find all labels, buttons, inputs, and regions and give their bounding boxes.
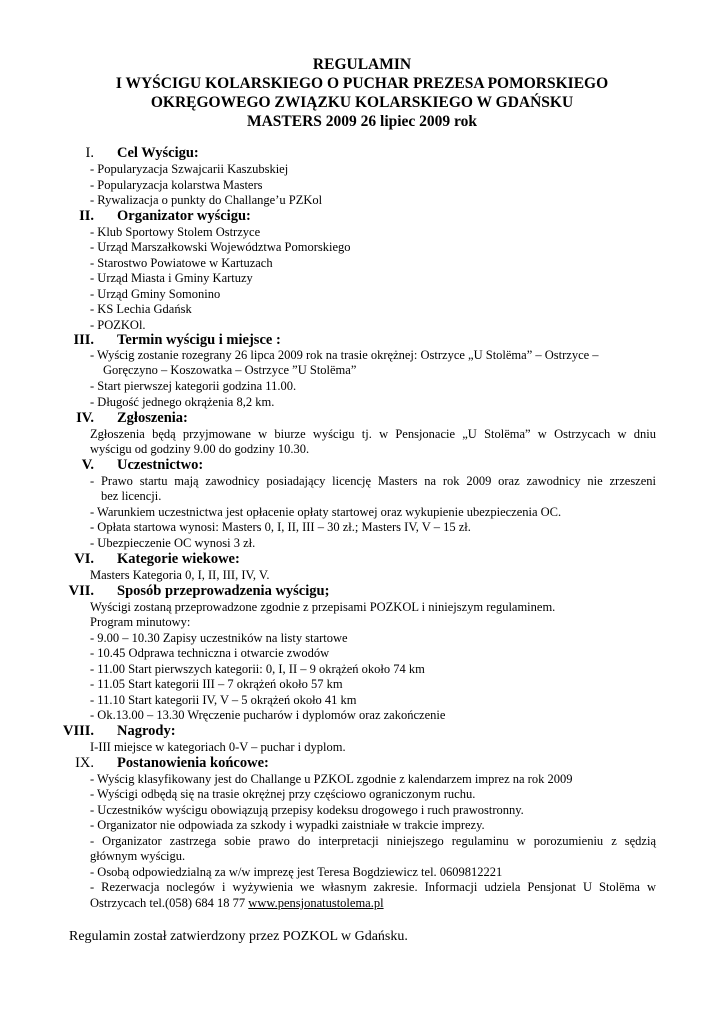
section-2-line: - Urząd Marszałkowski Województwa Pomorskiego <box>90 240 351 254</box>
section-4-line: wyścigu od godziny 9.00 do godziny 10.30. <box>90 442 310 456</box>
section-title: Zgłoszenia: <box>117 410 188 426</box>
section-2-line: - Urząd Miasta i Gminy Kartuzy <box>90 271 253 285</box>
section-9-line: - Uczestników wyścigu obowiązują przepisy kodeksu drogowego i ruch prawostronny. <box>90 803 524 817</box>
section-4-line: Zgłoszenia będą przyjmowane w biurze wyścigu tj. w Pensjonacie „U Stolëma” w Ostrzycach w dniu <box>90 427 656 441</box>
document-title-line-2: I WYŚCIGU KOLARSKIEGO O PUCHAR PREZESA POMORSKIEGO <box>115 75 609 92</box>
section-7-line: - 11.10 Start kategorii IV, V – 5 okrążeń około 41 km <box>90 693 357 707</box>
contact-phone-text: Ostrzycach tel.(058) 684 18 77 <box>90 896 246 910</box>
section-2-line: - POZKOl. <box>90 318 146 332</box>
section-number: IX. <box>75 755 94 771</box>
section-title: Termin wyścigu i miejsce : <box>117 332 281 348</box>
section-5-line: - Opłata startowa wynosi: Masters 0, I, II, III – 30 zł.; Masters IV, V – 15 zł. <box>90 520 471 534</box>
section-7-line: - 9.00 – 10.30 Zapisy uczestników na listy startowe <box>90 631 348 645</box>
section-number: VI. <box>74 551 94 567</box>
section-8-line: I-III miejsce w kategoriach 0-V – puchar i dyplom. <box>90 740 346 754</box>
section-title: Sposób przeprowadzenia wyścigu; <box>117 583 330 599</box>
section-1-line: - Popularyzacja kolarstwa Masters <box>90 178 263 192</box>
section-9-line: - Wyścigi odbędą się na trasie okrężnej przy częściowo ograniczonym ruchu. <box>90 787 476 801</box>
section-5-line: - Prawo startu mają zawodnicy posiadający licencję Masters na rok 2009 oraz zawodnicy nie zrzeszeni <box>90 474 656 488</box>
website-link[interactable]: www.pensjonatustolema.pl <box>248 896 384 910</box>
section-7-line: Wyścigi zostaną przeprowadzone zgodnie z przepisami POZKOL i niniejszym regulaminem. <box>90 600 556 614</box>
approval-note: Regulamin został zatwierdzony przez POZKOL w Gdańsku. <box>69 929 408 944</box>
section-number: VII. <box>68 583 94 599</box>
section-9-line: - Organizator nie odpowiada za szkody i wypadki zaistniałe w trakcie imprezy. <box>90 818 485 832</box>
section-9-line: - Wyścig klasyfikowany jest do Challange u PZKOL zgodnie z kalendarzem imprez na rok 2009 <box>90 772 573 786</box>
section-9-last-line <box>90 896 384 911</box>
section-title: Kategorie wiekowe: <box>117 551 240 567</box>
section-3-line: Goręczyno – Koszowatka – Ostrzyce ”U Stolëma” <box>103 363 357 377</box>
document-title-line-1: REGULAMIN <box>312 56 412 73</box>
section-5-line: - Warunkiem uczestnictwa jest opłacenie opłaty startowej oraz wykupienie ubezpieczenia OC. <box>90 505 562 519</box>
section-3-line: - Długość jednego okrążenia 8,2 km. <box>90 395 275 409</box>
section-9-line: - Osobą odpowiedzialną za w/w imprezę jest Teresa Bogdziewicz tel. 0609812221 <box>90 865 503 879</box>
section-7-line: - 11.00 Start pierwszych kategorii: 0, I, II – 9 okrążeń około 74 km <box>90 662 425 676</box>
section-title: Organizator wyścigu: <box>117 208 251 224</box>
section-1-line: - Rywalizacja o punkty do Challange’u PZKol <box>90 193 323 207</box>
document-title-line-3: OKRĘGOWEGO ZWIĄZKU KOLARSKIEGO W GDAŃSKU <box>150 94 574 111</box>
section-2-line: - Klub Sportowy Stolem Ostrzyce <box>90 225 261 239</box>
section-title: Postanowienia końcowe: <box>117 755 269 771</box>
section-number: I. <box>85 145 94 161</box>
section-3-line: - Wyścig zostanie rozegrany 26 lipca 2009 rok na trasie okrężnej: Ostrzyce „U Stolëma” – Ostrzyce – <box>90 348 599 362</box>
document-title-line-4: MASTERS 2009 26 lipiec 2009 rok <box>246 113 478 130</box>
section-2-line: - KS Lechia Gdańsk <box>90 302 192 316</box>
section-9-line: - Rezerwacja noclegów i wyżywienia we własnym zakresie. Informacji udziela Pensjonat U Stolëma w <box>90 880 656 894</box>
section-7-line: - 11.05 Start kategorii III – 7 okrążeń około 57 km <box>90 677 343 691</box>
section-7-line: Program minutowy: <box>90 615 191 629</box>
section-3-line: - Start pierwszej kategorii godzina 11.00. <box>90 379 297 393</box>
section-title: Cel Wyścigu: <box>117 145 199 161</box>
section-7-line: - Ok.13.00 – 13.30 Wręczenie pucharów i dyplomów oraz zakończenie <box>90 708 446 722</box>
section-2-line: - Starostwo Powiatowe w Kartuzach <box>90 256 273 270</box>
section-6-line: Masters Kategoria 0, I, II, III, IV, V. <box>90 568 270 582</box>
section-number: V. <box>81 457 94 473</box>
section-5-line: bez licencji. <box>101 489 162 503</box>
section-2-line: - Urząd Gminy Somonino <box>90 287 221 301</box>
section-number: IV. <box>76 410 94 426</box>
section-5-line: - Ubezpieczenie OC wynosi 3 zł. <box>90 536 256 550</box>
section-number: VIII. <box>62 723 94 739</box>
section-number: III. <box>73 332 94 348</box>
section-title: Nagrody: <box>117 723 176 739</box>
section-title: Uczestnictwo: <box>117 457 204 473</box>
section-7-line: - 10.45 Odprawa techniczna i otwarcie zwodów <box>90 646 330 660</box>
section-number: II. <box>79 208 94 224</box>
section-9-line: - Organizator zastrzega sobie prawo do interpretacji niniejszego regulaminu w porozumieniu z sędzią <box>90 834 656 848</box>
section-1-line: - Popularyzacja Szwajcarii Kaszubskiej <box>90 162 289 176</box>
section-9-line: głównym wyścigu. <box>90 849 186 863</box>
